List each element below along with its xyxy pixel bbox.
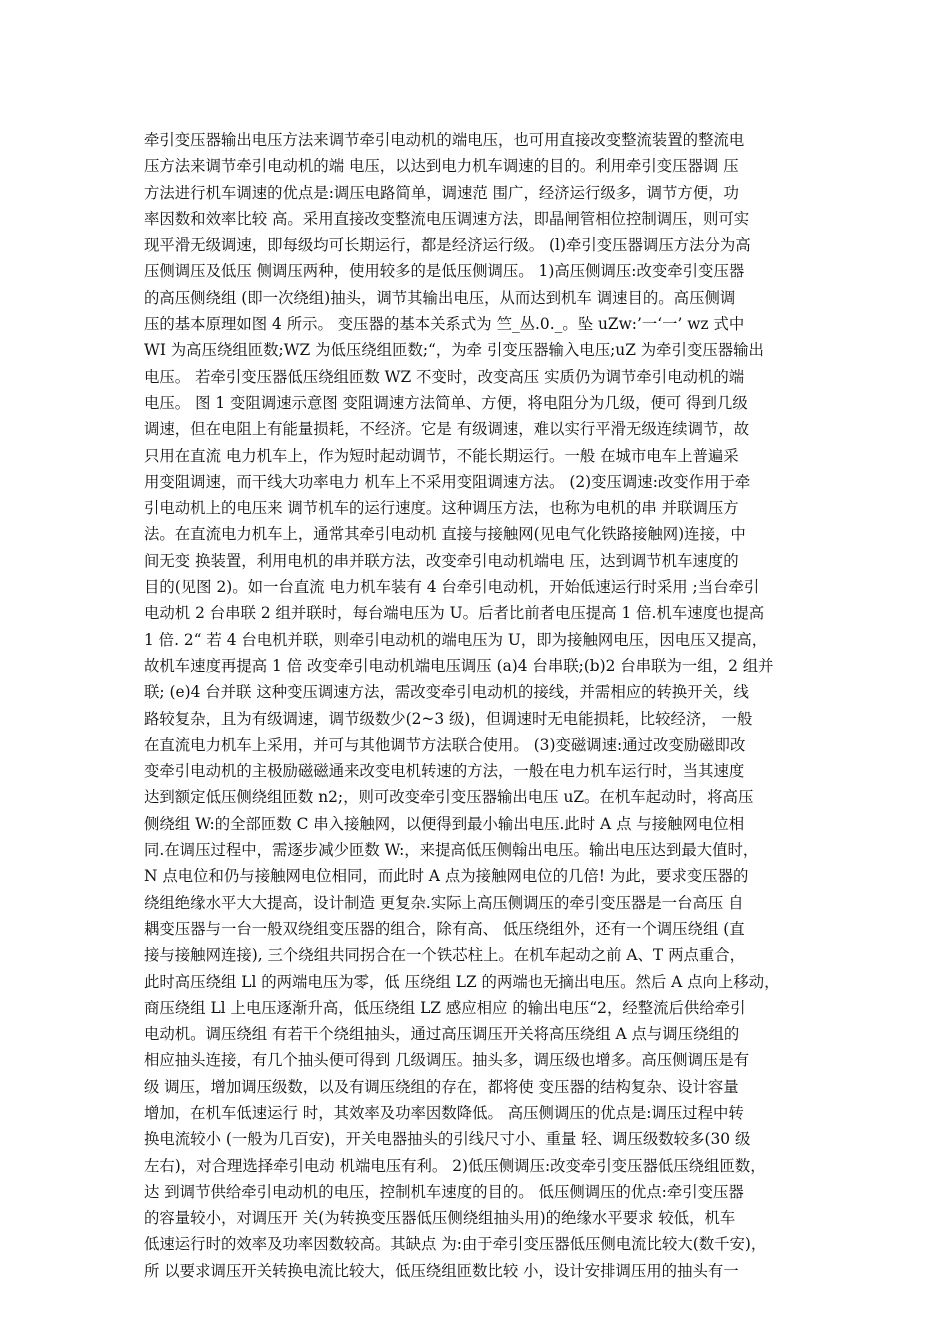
text-line: 率因数和效率比较 高。采用直接改变整流电压调速方法，即晶闸管相位控制调压，则可实: [144, 209, 750, 228]
text-line: 相应抽头连接，有几个抽头便可得到 几级调压。抽头多，调压级也增多。高压侧调压是有: [144, 1051, 750, 1070]
text-line: 间无变 换装置，利用电机的串并联方法，改变牵引电动机端电 压，达到调节机车速度的: [144, 551, 739, 570]
text-line: 侧绕组 W:的全部匝数 C 串入接触网，以便得到最小输出电压.此时 A 点 与接触网电位相: [144, 814, 745, 833]
text-line: 的高压侧绕组 (即一次绕组)抽头，调节其输出电压，从而达到机车 调速目的。高压侧调: [144, 288, 736, 307]
text-line: 变牵引电动机的主极励磁磁通来改变电机转速的方法，一般在电力机车运行时，当其速度: [144, 762, 745, 781]
document-page: [144, 127, 816, 1284]
text-line: 路较复杂，且为有级调速，调节级数少(2~3 级)，但调速时无电能损耗，比较经济， 一般: [144, 709, 753, 728]
text-line: 电动机 2 台串联 2 组并联时，每台端电压为 U。后者比前者电压提高 1 倍.机车速度也提高: [144, 604, 765, 623]
text-line: 压侧调压及低压 侧调压两种，使用较多的是低压侧调压。 1)高压侧调压:改变牵引变压器: [144, 262, 745, 281]
text-line: 牵引变压器输出电压方法来调节牵引电动机的端电压，也可用直接改变整流装置的整流电: [144, 131, 745, 149]
text-line: N 点电位和仍与接触网电位相同，而此时 A 点为接触网电位的几倍! 为此，要求变压器的: [144, 867, 749, 886]
text-line: 电压。 若牵引变压器低压绕组匝数 WZ 不变时，改变高压 实质仍为调节牵引电动机的端: [144, 367, 745, 386]
text-line: 所 以要求调压开关转换电流比较大，低压绕组匝数比较 小，设计安排调压用的抽头有一: [144, 1261, 739, 1280]
text-line: 压的基本原理如图 4 所示。 变压器的基本关系式为 竺_丛.0._。坠 uZw:’一‘一’ wz 式中: [144, 315, 745, 334]
text-line: 此时高压绕组 Ll 的两端电压为零，低 压绕组 LZ 的两端也无摘出电压。然后 A 点向上移动，: [144, 972, 780, 991]
text-line: 绕组绝缘水平大大提高，设计制造 更复杂.实际上高压侧调压的牵引变压器是一台高压 自: [144, 893, 744, 912]
text-line: 增加，在机车低速运行 时，其效率及功率因数降低。 高压侧调压的优点是:调压过程中转: [144, 1103, 744, 1122]
text-line: 商压绕组 Ll 上电压逐渐升高，低压绕组 LZ 感应相应 的输出电压“2，经整流后供给牵引: [144, 998, 746, 1017]
text-line: 左右)，对合理选择牵引电动 机端电压有利。 2)低压侧调压:改变牵引变压器低压绕组匝数，: [144, 1156, 766, 1175]
text-line: 目的(见图 2)。如一台直流 电力机车装有 4 台牵引电动机，开始低速运行时采用 ;当台牵引: [144, 578, 760, 597]
text-line: 调速，但在电阻上有能量损耗，不经济。它是 有级调速，难以实行平滑无级连续调节，故: [144, 420, 750, 439]
text-line: 低速运行时的效率及功率因数较高。其缺点 为:由于牵引变压器低压侧电流比较大(数千安)，: [144, 1235, 767, 1254]
text-line: 联; (e)4 台并联 这种变压调速方法，需改变牵引电动机的接线，并需相应的转换开关，线: [144, 683, 749, 702]
text-line: 达到额定低压侧绕组匝数 n2;，则可改变牵引变压器输出电压 uZ。在机车起动时，将高压: [144, 788, 754, 807]
text-line: 电压。 图 1 变阻调速示意图 变阻调速方法简单、方便，将电阻分为几级，便可 得到几级: [144, 393, 748, 412]
text-line: 法。在直流电力机车上，通常其牵引电动机 直接与接触网(见电气化铁路接触网)连接，中: [144, 525, 746, 544]
text-line: 压方法来调节牵引电动机的端 电压，以达到电力机车调速的目的。利用牵引变压器调 压: [144, 157, 739, 176]
text-line: 换电流较小 (一般为几百安)，开关电器抽头的引线尺寸小、重量 轻、调压级数较多(30 级: [144, 1130, 751, 1149]
text-line: WI 为高压绕组匝数;WZ 为低压绕组匝数;“，为牵 引变压器输入电压;uZ 为牵引变压器输出: [144, 341, 764, 360]
text-line: 用变阻调速，而干线大功率电力 机车上不采用变阻调速方法。 (2)变压调速:改变作用于牵: [144, 472, 751, 491]
text-line: 故机车速度再提高 1 倍 改变牵引电动机端电压调压 (a)4 台串联;(b)2 台串联为一组，2 组并: [144, 656, 774, 675]
text-line: 级 调压，增加调压级数，以及有调压绕组的存在，都将使 变压器的结构复杂、设计容量: [144, 1077, 739, 1096]
text-line: 方法进行机车调速的优点是:调压电路简单，调速范 围广，经济运行级多，调节方便，功: [144, 183, 739, 202]
text-line: 在直流电力机车上采用，并可与其他调节方法联合使用。 (3)变磁调速:通过改变励磁即改: [144, 735, 746, 754]
text-line: 只用在直流 电力机车上，作为短时起动调节，不能长期运行。一般 在城市电车上普遍采: [144, 446, 739, 465]
text-line: 接与接触网连接), 三个绕组共同拐合在一个铁芯柱上。在机车起动之前 A、T 两点重合，: [144, 946, 746, 965]
text-line: 引电动机上的电压来 调节机车的运行速度。这种调压方法，也称为电机的串 并联调压方: [144, 499, 739, 518]
text-line: 达 到调节供给牵引电动机的电压，控制机车速度的目的。 低压侧调压的优点:牵引变压器: [144, 1182, 744, 1201]
text-line: 耦变压器与一台一般双绕组变压器的组合，除有高、 低压绕组外，还有一个调压绕组 (直: [144, 919, 745, 938]
text-line: 同.在调压过程中，需逐步减少匝数 W:，来提高低压侧翰出电压。输出电压达到最大值时，: [144, 841, 759, 860]
text-line: 电动机。调压绕组 有若干个绕组抽头，通过高压调压开关将高压绕组 A 点与调压绕组的: [144, 1025, 740, 1044]
text-line: 现平滑无级调速，即每级均可长期运行，都是经济运行级。 (l)牵引变压器调压方法分为高: [144, 236, 751, 255]
text-line: 的容量较小，对调压开 关(为转换变压器低压侧绕组抽头用)的绝缘水平要求 较低，机车: [144, 1209, 736, 1228]
text-line: 1 倍. 2“ 若 4 台电机并联，则牵引电动机的端电压为 U，即为接触网电压，因电压又提高，: [144, 630, 768, 649]
